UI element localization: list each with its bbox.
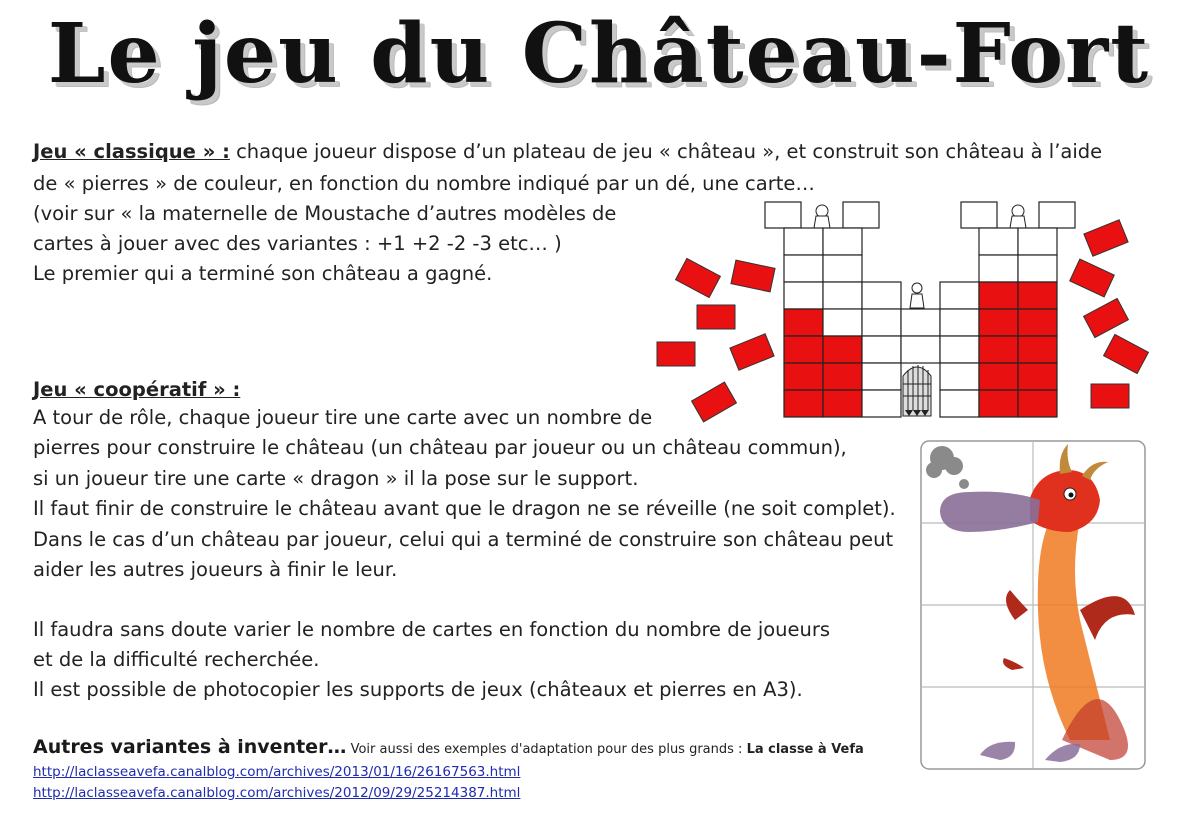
- page-title: Le jeu du Château-Fort: [47, 6, 1151, 102]
- castle-stone: [823, 282, 862, 309]
- castle-stone: [823, 228, 862, 255]
- classique-line-3: (voir sur « la maternelle de Moustache d’autres modèles de: [33, 202, 617, 225]
- castle-stone: [784, 336, 823, 363]
- castle-stone: [979, 363, 1018, 390]
- castle-stone: [1018, 282, 1057, 309]
- castle-stone: [940, 336, 979, 363]
- classique-line-5: Le premier qui a terminé son château a gagné.: [33, 262, 493, 285]
- castle-stone: [862, 363, 901, 390]
- castle-stone: [1018, 336, 1057, 363]
- castle-stone: [979, 282, 1018, 309]
- classique-heading: Jeu « classique » :: [33, 140, 230, 163]
- autres-heading: Autres variantes à inventer…: [33, 736, 347, 758]
- castle-stone: [1018, 255, 1057, 282]
- castle-stone: [784, 390, 823, 417]
- castle-stone: [862, 390, 901, 417]
- castle-stone: [784, 309, 823, 336]
- castle-stone: [823, 363, 862, 390]
- castle-stone: [784, 255, 823, 282]
- cooperatif-heading: Jeu « coopératif » :: [33, 378, 241, 401]
- castle-stone: [784, 363, 823, 390]
- vefa-name: La classe à Vefa: [746, 742, 864, 757]
- castle-stone: [979, 255, 1018, 282]
- vefa-link-1[interactable]: http://laclasseavefa.canalblog.com/archives/2013/01/16/26167563.html: [33, 764, 521, 780]
- cooperatif-line: pierres pour construire le château (un château par joueur ou un château commun),: [33, 436, 847, 459]
- castle-stone: [823, 309, 862, 336]
- castle-stone: [979, 390, 1018, 417]
- cooperatif-line: A tour de rôle, chaque joueur tire une carte avec un nombre de: [33, 406, 653, 429]
- castle-stone: [979, 336, 1018, 363]
- notes-line: Il faudra sans doute varier le nombre de cartes en fonction du nombre de joueurs: [33, 618, 831, 641]
- castle-stone: [979, 228, 1018, 255]
- castle-stone: [940, 309, 979, 336]
- castle-stone: [901, 309, 940, 336]
- cooperatif-line: aider les autres joueurs à finir le leur.: [33, 558, 398, 581]
- notes-line: Il est possible de photocopier les supports de jeux (châteaux et pierres en A3).: [33, 678, 803, 701]
- classique-line-2: de « pierres » de couleur, en fonction du nombre indiqué par un dé, une carte…: [33, 172, 815, 195]
- castle-drawing: [655, 198, 1155, 423]
- classique-line-4: cartes à jouer avec des variantes : +1 +2 -2 -3 etc… ): [33, 232, 562, 255]
- castle-stone: [823, 255, 862, 282]
- castle-stone: [1018, 228, 1057, 255]
- portcullis-icon: [903, 365, 931, 416]
- castle-stone: [1018, 363, 1057, 390]
- castle-stone: [862, 309, 901, 336]
- autres-variantes-line: [33, 736, 864, 758]
- cooperatif-line: Il faut finir de construire le château avant que le dragon ne se réveille (ne soit complet).: [33, 497, 896, 520]
- castle-stone: [979, 309, 1018, 336]
- castle-stone: [940, 363, 979, 390]
- cooperatif-line: si un joueur tire une carte « dragon » il la pose sur le support.: [33, 467, 639, 490]
- classique-text-1: chaque joueur dispose d’un plateau de jeu « château », et construit son château à l’aide: [229, 140, 1103, 163]
- castle-stone: [901, 336, 940, 363]
- dragon-puzzle-board: [920, 440, 1146, 772]
- castle-stone: [1018, 309, 1057, 336]
- cooperatif-line: Dans le cas d’un château par joueur, celui qui a terminé de construire son château peut: [33, 528, 894, 551]
- classique-line-1: [33, 140, 1102, 163]
- castle-stone: [784, 282, 823, 309]
- notes-line: et de la difficulté recherchée.: [33, 648, 320, 671]
- castle-stone: [940, 282, 979, 309]
- castle-stone: [823, 336, 862, 363]
- castle-stone: [784, 228, 823, 255]
- vefa-link-2[interactable]: http://laclasseavefa.canalblog.com/archives/2012/09/29/25214387.html: [33, 785, 521, 801]
- castle-stone: [823, 390, 862, 417]
- castle-stone: [940, 390, 979, 417]
- castle-stone: [862, 336, 901, 363]
- castle-stone: [862, 282, 901, 309]
- castle-crenels: [765, 202, 1075, 228]
- autres-note: Voir aussi des exemples d'adaptation pour des plus grands :: [346, 742, 747, 757]
- castle-stone: [1018, 390, 1057, 417]
